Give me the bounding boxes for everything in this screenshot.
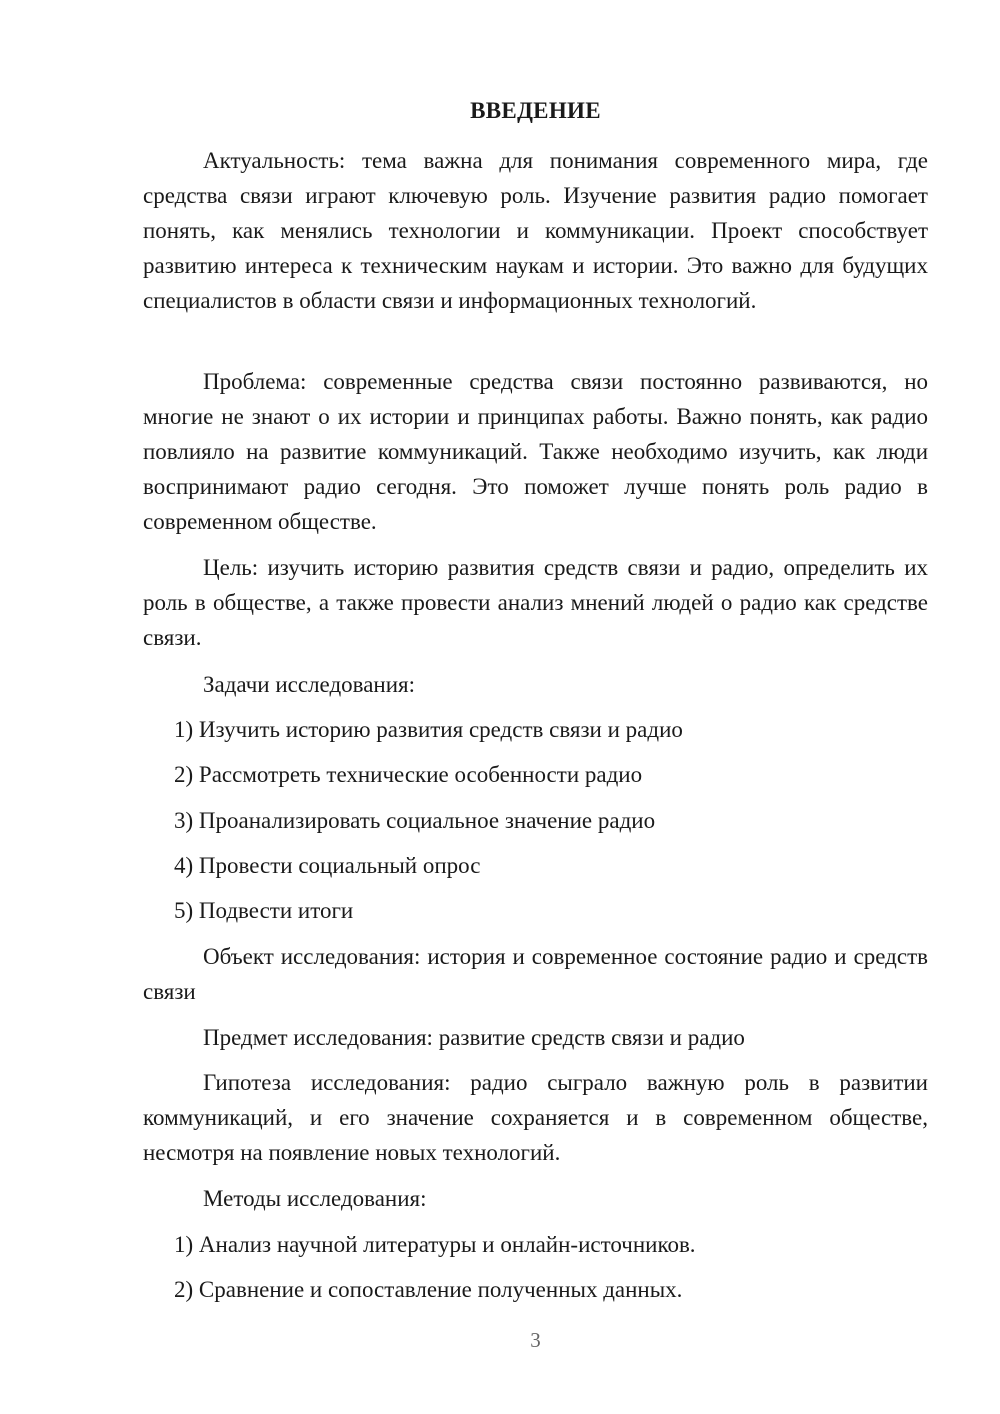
subject-paragraph: Предмет исследования: развитие средств связи и радио (203, 1025, 745, 1050)
relevance-paragraph: Актуальность: тема важна для понимания современного мира, где средства связи играют ключевую роль. Изучение развития радио помогает понять, как менялись технологии и коммуникации. Проект способствует развитию интереса к техническим наукам и истории. Это важно для будущих специалистов в области связи и информационных технологий. (143, 148, 928, 313)
object-paragraph: Объект исследования: история и современное состояние радио и средств связи (143, 944, 928, 1004)
task-item: 3) Проанализировать социальное значение радио (174, 808, 656, 833)
method-item: 2) Сравнение и сопоставление полученных данных. (174, 1277, 683, 1302)
document-page (143, 0, 928, 1414)
hypothesis-paragraph: Гипотеза исследования: радио сыграло важную роль в развитии коммуникаций, и его значение сохраняется и в современном обществе, несмотря на появление новых технологий. (143, 1070, 928, 1165)
tasks-heading: Задачи исследования: (203, 672, 416, 697)
goal-paragraph: Цель: изучить историю развития средств связи и радио, определить их роль в обществе, а также провести анализ мнений людей о радио как средстве связи. (143, 555, 928, 650)
task-item: 5) Подвести итоги (174, 898, 354, 923)
page-number: 3 (530, 1328, 541, 1352)
section-title: ВВЕДЕНИЕ (470, 98, 601, 123)
task-item: 4) Провести социальный опрос (174, 853, 481, 878)
method-item: 1) Анализ научной литературы и онлайн-источников. (174, 1232, 696, 1257)
task-item: 2) Рассмотреть технические особенности радио (174, 762, 643, 787)
task-item: 1) Изучить историю развития средств связи и радио (174, 717, 683, 742)
problem-paragraph: Проблема: современные средства связи постоянно развиваются, но многие не знают о их истории и принципах работы. Важно понять, как радио повлияло на развитие коммуникаций. Также необходимо изучить, как люди воспринимают радио сегодня. Это поможет лучше понять роль радио в современном обществе. (143, 369, 928, 534)
methods-heading: Методы исследования: (203, 1186, 427, 1211)
